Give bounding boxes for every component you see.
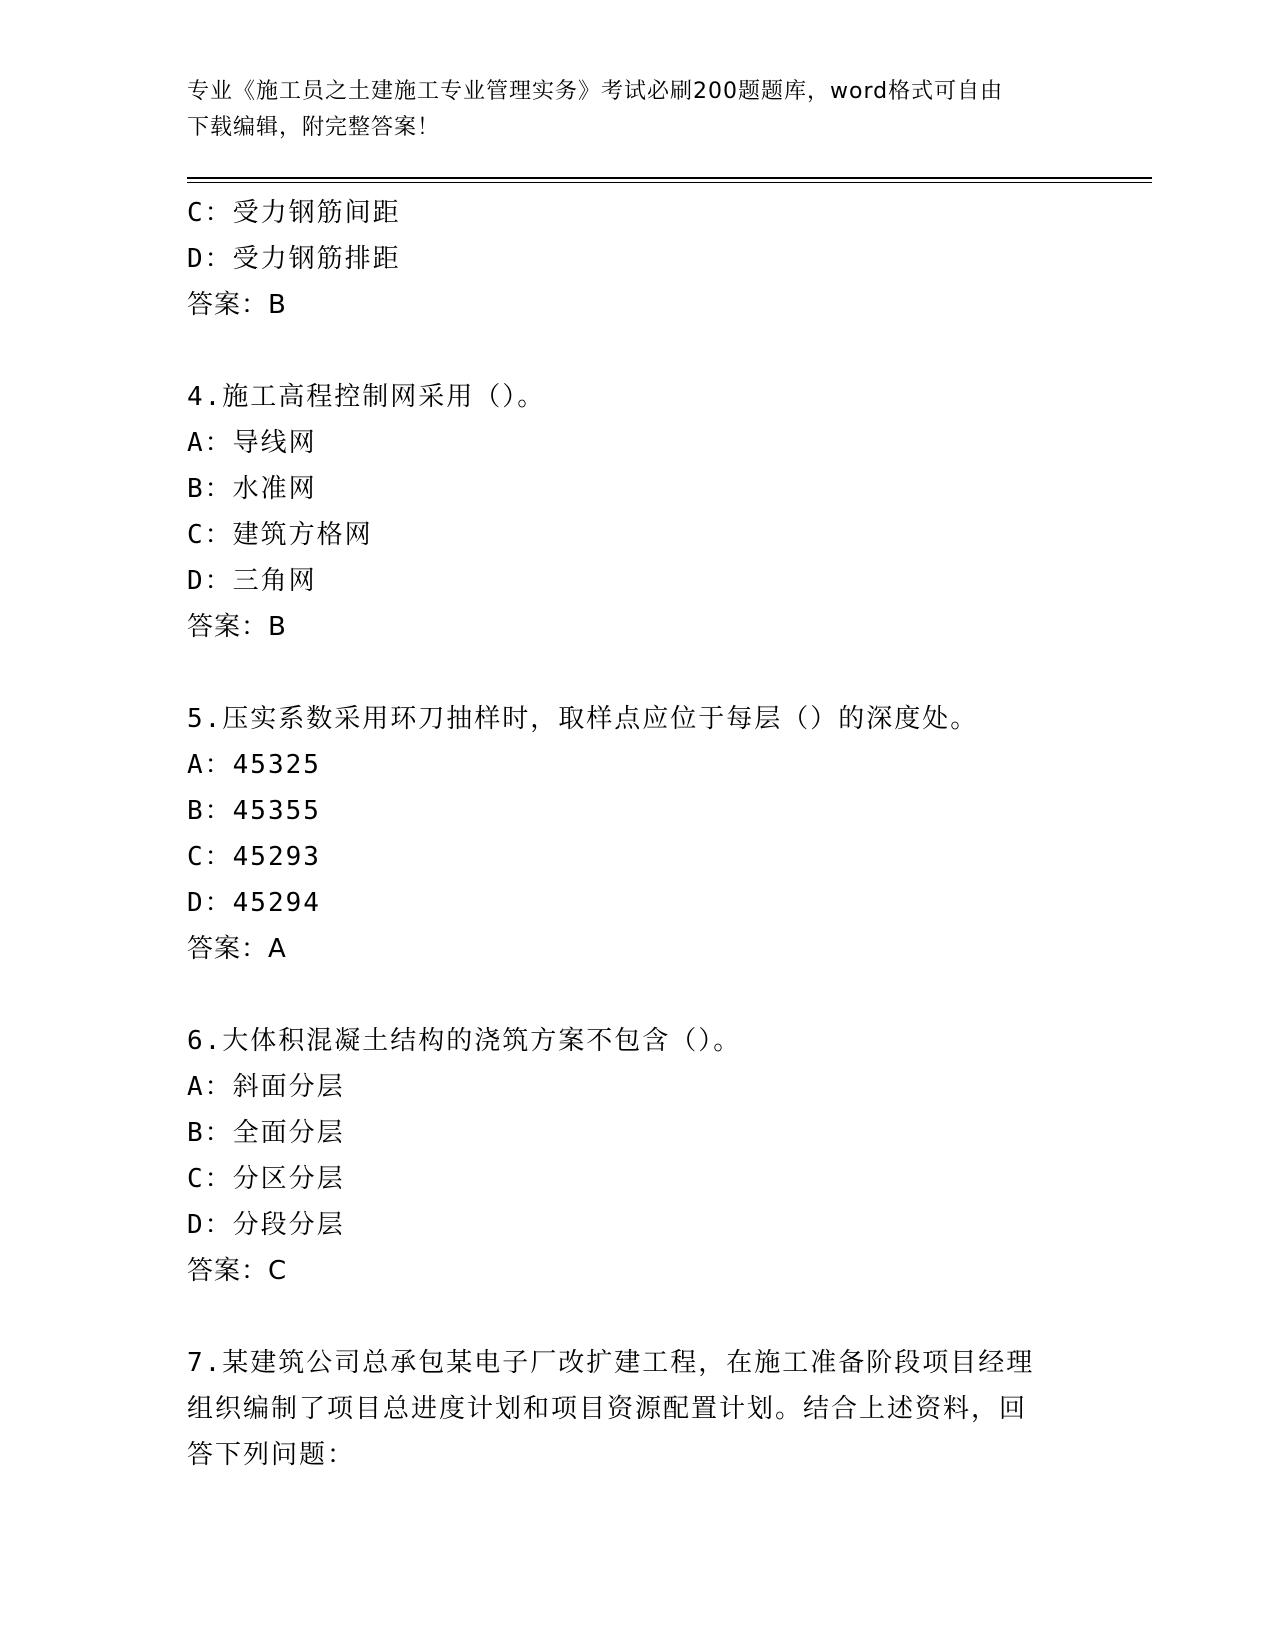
question-7 [187,1340,1067,1478]
question-text: 4.施工高程控制网采用（）。 [187,382,546,412]
question-text-line-1: 7.某建筑公司总承包某电子厂改扩建工程，在施工准备阶段项目经理 [187,1348,1035,1378]
answer: 答案：A [187,934,287,964]
option-a: A：斜面分层 [187,1072,345,1102]
answer: 答案：B [187,290,287,320]
spacer [187,650,1087,696]
answer: 答案：C [187,1256,288,1286]
header-line-2: 下载编辑，附完整答案！ [187,115,441,140]
option-b: B：45355 [187,796,321,826]
question-4 [187,374,1087,650]
header-divider-thick [187,177,1152,179]
question-6 [187,1018,1087,1294]
option-c: C：受力钢筋间距 [187,198,401,228]
question-text-line-2: 组织编制了项目总进度计划和项目资源配置计划。结合上述资料，回 [187,1394,1028,1424]
question-list [187,190,1087,1478]
option-d: D：受力钢筋排距 [187,244,401,274]
header-line-1: 专业《施工员之土建施工专业管理实务》考试必刷200题题库，word格式可自由 [187,79,1004,104]
option-d: D：分段分层 [187,1210,345,1240]
option-b: B：全面分层 [187,1118,345,1148]
document-header [187,74,1087,146]
option-c: C：45293 [187,842,321,872]
option-b: B：水准网 [187,474,317,504]
question-text: 6.大体积混凝土结构的浇筑方案不包含（）。 [187,1026,742,1056]
option-a: A：导线网 [187,428,317,458]
question-text-line-3: 答下列问题： [187,1440,356,1470]
spacer [187,328,1087,374]
spacer [187,1294,1087,1340]
question-5 [187,696,1087,972]
option-c: C：分区分层 [187,1164,345,1194]
option-d: D：三角网 [187,566,317,596]
option-c: C：建筑方格网 [187,520,373,550]
option-d: D：45294 [187,888,321,918]
answer: 答案：B [187,612,287,642]
spacer [187,972,1087,1018]
header-divider-thin [187,182,1152,183]
question-3-tail [187,190,1087,328]
option-a: A：45325 [187,750,321,780]
question-text: 5.压实系数采用环刀抽样时，取样点应位于每层（）的深度处。 [187,704,979,734]
